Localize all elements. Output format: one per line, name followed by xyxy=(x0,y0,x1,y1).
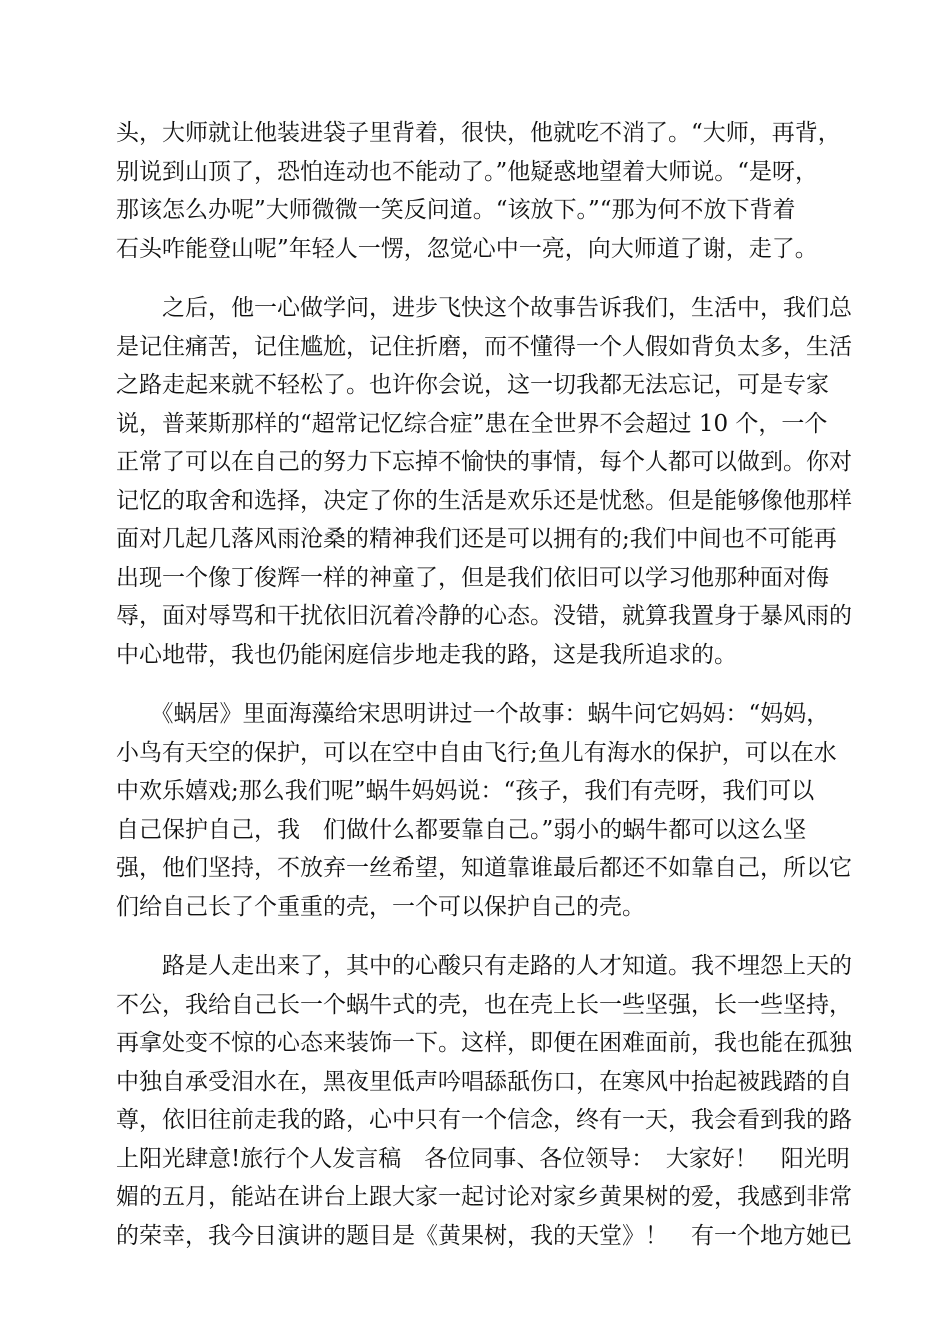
text-line: 记忆的取舍和选择，决定了你的生活是欢乐还是忧愁。但是能够像他那样 xyxy=(116,487,852,514)
paragraph-2 xyxy=(116,289,852,674)
text-line: 出现一个像丁俊辉一样的神童了，但是我们依旧可以学习他那种面对侮 xyxy=(116,564,829,591)
text-line: 是记住痛苦，记住尴尬，记住折磨，而不懂得一个人假如背负太多，生活 xyxy=(116,333,852,360)
text-line: 媚的五月，能站在讲台上跟大家一起讨论对家乡黄果树的爱，我感到非常 xyxy=(116,1184,852,1210)
text-line: 之路走起来就不轻松了。也许你会说，这一切我都无法忘记，可是专家 xyxy=(116,372,829,398)
text-line: 辱，面对辱骂和干扰依旧沉着冷静的心态。没错，就算我置身于暴风雨的 xyxy=(116,603,852,629)
text-line: 中独自承受泪水在，黑夜里低声吟唱舔舐伤口，在寒风中抬起被践踏的自 xyxy=(116,1068,852,1095)
text-line: 强，他们坚持，不放弃一丝希望，知道靠谁最后都还不如靠自己，所以它 xyxy=(116,855,852,881)
text-line: 中欢乐嬉戏;那么我们呢”蜗牛妈妈说：“孩子，我们有壳呀，我们可以 xyxy=(116,778,815,804)
text-line: 头，大师就让他装进袋子里背着，很快，他就吃不消了。“大师，再背， xyxy=(116,120,841,146)
text-line: 说，普莱斯那样的“超常记忆综合症”患在全世界不会超过 10 个，一个 xyxy=(116,410,828,437)
text-line: 路是人走出来了，其中的心酸只有走路的人才知道。我不埋怨上天的 xyxy=(116,953,852,979)
text-line: 的荣幸，我今日演讲的题目是《黄果树，我的天堂》！ 有一个地方她已 xyxy=(116,1222,852,1249)
paragraph-3 xyxy=(116,695,852,926)
text-line: 中心地带，我也仍能闲庭信步地走我的路，这是我所追求的。 xyxy=(116,641,737,668)
text-line: 不公，我给自己长一个蜗牛式的壳，也在壳上长一些坚强，长一些坚持， xyxy=(116,991,852,1018)
text-line: 石头咋能登山呢”年轻人一愣，忽觉心中一亮，向大师道了谢，走了。 xyxy=(116,235,818,262)
text-line: 小鸟有天空的保护，可以在空中自由飞行;鱼儿有海水的保护，可以在水 xyxy=(116,739,837,766)
text-line: 面对几起几落风雨沧桑的精神我们还是可以拥有的;我们中间也不可能再 xyxy=(116,526,837,552)
text-line: 尊，依旧往前走我的路，心中只有一个信念，终有一天，我会看到我的路 xyxy=(116,1107,852,1133)
text-line: 之后，他一心做学问，进步飞快这个故事告诉我们，生活中，我们总 xyxy=(116,295,852,321)
text-line: 上阳光肆意!旅行个人发言稿 各位同事、各位领导： 大家好！ 阳光明 xyxy=(116,1145,850,1172)
paragraph-1 xyxy=(116,114,841,268)
paragraph-4 xyxy=(116,947,852,1255)
text-line: 自己保护自己，我 们做什么都要靠自己。”弱小的蜗牛都可以这么坚 xyxy=(116,816,807,843)
text-line: 那该怎么办呢”大师微微一笑反问道。“该放下。”“那为何不放下背着 xyxy=(116,197,796,223)
text-line: 《蜗居》里面海藻给宋思明讲过一个故事：蜗牛问它妈妈：“妈妈， xyxy=(116,701,830,727)
text-line: 正常了可以在自己的努力下忘掉不愉快的事情，每个人都可以做到。你对 xyxy=(116,449,852,475)
text-line: 们给自己长了个重重的壳，一个可以保护自己的壳。 xyxy=(116,893,645,920)
text-line: 别说到山顶了，恐怕连动也不能动了。”他疑惑地望着大师说。“是呀， xyxy=(116,158,819,185)
text-line: 再拿处变不惊的心态来装饰一下。这样，即便在困难面前，我也能在孤独 xyxy=(116,1030,852,1056)
document-body xyxy=(116,114,852,1276)
